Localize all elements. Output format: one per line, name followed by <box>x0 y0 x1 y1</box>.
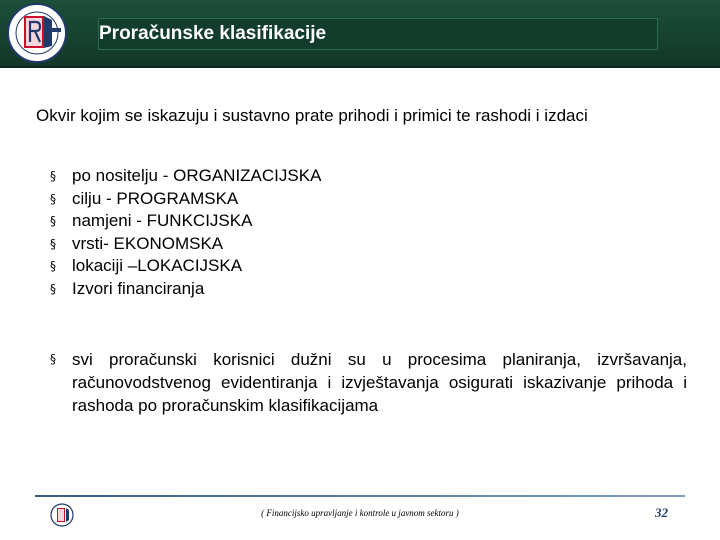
list-item <box>50 210 321 233</box>
page-number: 32 <box>655 505 668 520</box>
list-item-label: Izvori financiranja <box>72 278 205 298</box>
obligation-paragraph <box>50 348 690 417</box>
bullet-icon: § <box>50 191 56 206</box>
list-item <box>50 255 321 278</box>
footer-caption: ( Financijsko upravljanje i kontrole u javnom sektoru ) <box>261 508 459 518</box>
list-item-label: namjeni - FUNKCIJSKA <box>72 211 253 231</box>
footer-divider <box>35 495 685 497</box>
slide-title: Proračunske klasifikacije <box>98 18 658 50</box>
intro-text: Okvir kojim se iskazuju i sustavno prate prihodi i primici te rashodi i izdaci <box>36 106 588 125</box>
list-item <box>50 278 321 301</box>
bullet-icon: § <box>50 281 56 296</box>
bullet-icon: § <box>50 236 56 251</box>
list-item-label: po nositelju - ORGANIZACIJSKA <box>72 166 322 185</box>
institution-seal-icon <box>50 503 74 527</box>
institution-seal-icon <box>2 2 72 64</box>
list-item <box>50 233 321 256</box>
bullet-icon: § <box>50 214 56 229</box>
classification-list <box>50 165 321 301</box>
list-item <box>50 188 321 211</box>
list-item-label: cilju - PROGRAMSKA <box>72 188 239 208</box>
list-item-label: vrsti- EKONOMSKA <box>72 233 224 253</box>
paragraph-text: svi proračunski korisnici dužni su u procesima planiranja, izvršavanja, računovodstvenog evidentiranja i izvještavanja osigurati iskazivanje prihoda i rashoda po proračunskim klasifikacijama <box>72 350 687 415</box>
slide-header <box>0 0 720 68</box>
bullet-icon: § <box>50 259 56 274</box>
list-item-label: lokaciji –LOKACIJSKA <box>72 256 243 276</box>
list-item <box>50 165 321 188</box>
bullet-icon: § <box>50 352 56 366</box>
bullet-icon: § <box>50 169 56 183</box>
